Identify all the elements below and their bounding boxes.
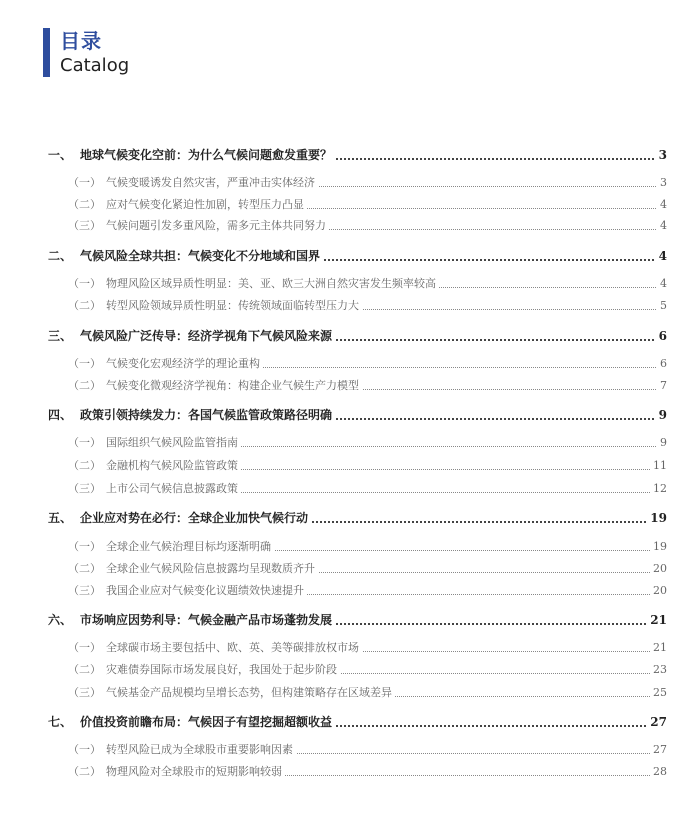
toc-chapter-entry[interactable] [0,712,700,732]
toc-entry-number: （二） [68,456,101,476]
toc-section-entry[interactable] [0,173,700,193]
toc-section-entry[interactable] [0,683,700,703]
toc-chapter-entry[interactable] [0,610,700,630]
toc-page-number: 20 [650,581,667,601]
toc-entry-title: 转型风险领域异质性明显：传统领域面临转型压力大 [106,296,362,316]
toc-entry-number: （二） [68,660,101,680]
toc-page-number: 4 [657,216,667,236]
toc-entry-title: 政策引领持续发力：各国气候监管政策路径明确 [80,405,335,425]
toc-page-number: 5 [657,296,667,316]
toc-entry-number: （三） [68,683,101,703]
toc-entry-number: （三） [68,479,101,499]
toc-entry-number: （一） [68,740,101,760]
toc-entry-title: 上市公司气候信息披露政策 [106,479,241,499]
toc-entry-number: （一） [68,354,101,374]
toc-page-number: 28 [650,762,667,782]
toc-section-entry[interactable] [0,479,700,499]
toc-page-number: 4 [657,274,667,294]
toc-entry-number: 一、 [48,145,72,165]
toc-page-number: 27 [650,740,667,760]
toc-page-number: 19 [647,508,667,528]
toc-chapter-entry[interactable] [0,326,700,346]
toc-entry-title: 国际组织气候风险监管指南 [106,433,241,453]
toc-section-entry[interactable] [0,537,700,557]
toc-entry-number: （二） [68,376,101,396]
toc-section-entry[interactable] [0,762,700,782]
toc-page-number: 21 [650,638,667,658]
page-title: 目录 [60,29,102,53]
toc-page-number: 27 [647,712,667,732]
toc-section-entry[interactable] [0,660,700,680]
toc-entry-title: 灾难债券国际市场发展良好，我国处于起步阶段 [106,660,340,680]
toc-page-number: 3 [656,145,667,165]
toc-entry-number: （二） [68,296,101,316]
toc-chapter-entry[interactable] [0,246,700,266]
toc-entry-number: （一） [68,537,101,557]
toc-entry-number: 二、 [48,246,72,266]
toc-page-number: 6 [656,326,667,346]
toc-entry-number: （一） [68,433,101,453]
toc-page-number: 4 [657,195,667,215]
toc-page-number: 9 [656,405,667,425]
toc-entry-title: 物理风险区域异质性明显：美、亚、欧三大洲自然灾害发生频率较高 [106,274,439,294]
toc-entry-title: 价值投资前瞻布局：气候因子有望挖掘超额收益 [80,712,335,732]
toc-chapter-entry[interactable] [0,145,700,165]
toc-entry-title: 气候变暖诱发自然灾害，严重冲击实体经济 [106,173,318,193]
toc-chapter-entry[interactable] [0,508,700,528]
toc-page-number: 19 [650,537,667,557]
toc-page-number: 20 [650,559,667,579]
toc-page-number: 12 [650,479,667,499]
toc-section-entry[interactable] [0,638,700,658]
toc-section-entry[interactable] [0,354,700,374]
toc-entry-title: 应对气候变化紧迫性加剧，转型压力凸显 [106,195,307,215]
title-accent-bar [43,28,50,77]
toc-entry-number: （三） [68,581,101,601]
toc-entry-number: （一） [68,638,101,658]
toc-entry-number: （三） [68,216,101,236]
toc-section-entry[interactable] [0,456,700,476]
toc-entry-number: 七、 [48,712,72,732]
toc-entry-title: 全球企业气候风险信息披露均呈现数质齐升 [106,559,318,579]
page-subtitle: Catalog [60,55,130,76]
toc-section-entry[interactable] [0,195,700,215]
toc-page-number: 3 [657,173,667,193]
toc-entry-number: 四、 [48,405,72,425]
toc-entry-number: （一） [68,274,101,294]
toc-entry-title: 气候变化宏观经济学的理论重构 [106,354,263,374]
toc-entry-title: 地球气候变化空前：为什么气候问题愈发重要？ [80,145,335,165]
toc-page-number: 23 [650,660,667,680]
toc-section-entry[interactable] [0,559,700,579]
toc-section-entry[interactable] [0,740,700,760]
toc-section-entry[interactable] [0,274,700,294]
toc-entry-number: （二） [68,195,101,215]
toc-entry-number: 六、 [48,610,72,630]
toc-entry-title: 气候变化微观经济学视角：构建企业气候生产力模型 [106,376,362,396]
toc-entry-number: （一） [68,173,101,193]
toc-entry-title: 市场响应因势利导：气候金融产品市场蓬勃发展 [80,610,335,630]
toc-section-entry[interactable] [0,433,700,453]
toc-entry-title: 气候问题引发多重风险，需多元主体共同努力 [106,216,329,236]
toc-page-number: 21 [647,610,667,630]
toc-entry-title: 气候风险广泛传导：经济学视角下气候风险来源 [80,326,335,346]
toc-entry-title: 企业应对势在必行：全球企业加快气候行动 [80,508,311,528]
toc-entry-number: 五、 [48,508,72,528]
toc-section-entry[interactable] [0,216,700,236]
toc-page-number: 7 [657,376,667,396]
toc-entry-title: 我国企业应对气候变化议题绩效快速提升 [106,581,307,601]
toc-entry-number: 三、 [48,326,72,346]
toc-section-entry[interactable] [0,296,700,316]
toc-chapter-entry[interactable] [0,405,700,425]
toc-page-number: 25 [650,683,667,703]
toc-entry-title: 气候基金产品规模均呈增长态势，但构建策略存在区域差异 [106,683,395,703]
toc-section-entry[interactable] [0,581,700,601]
toc-entry-number: （二） [68,559,101,579]
toc-entry-title: 全球碳市场主要包括中、欧、英、美等碳排放权市场 [106,638,362,658]
toc-entry-number: （二） [68,762,101,782]
toc-page-number: 6 [657,354,667,374]
toc-page-number: 4 [656,246,667,266]
toc-entry-title: 转型风险已成为全球股市重要影响因素 [106,740,296,760]
toc-page-number: 11 [650,456,667,476]
toc-section-entry[interactable] [0,376,700,396]
toc-entry-title: 物理风险对全球股市的短期影响较弱 [106,762,285,782]
toc-entry-title: 金融机构气候风险监管政策 [106,456,241,476]
toc-entry-title: 全球企业气候治理目标均逐渐明确 [106,537,274,557]
toc-page-number: 9 [657,433,667,453]
toc-entry-title: 气候风险全球共担：气候变化不分地域和国界 [80,246,323,266]
